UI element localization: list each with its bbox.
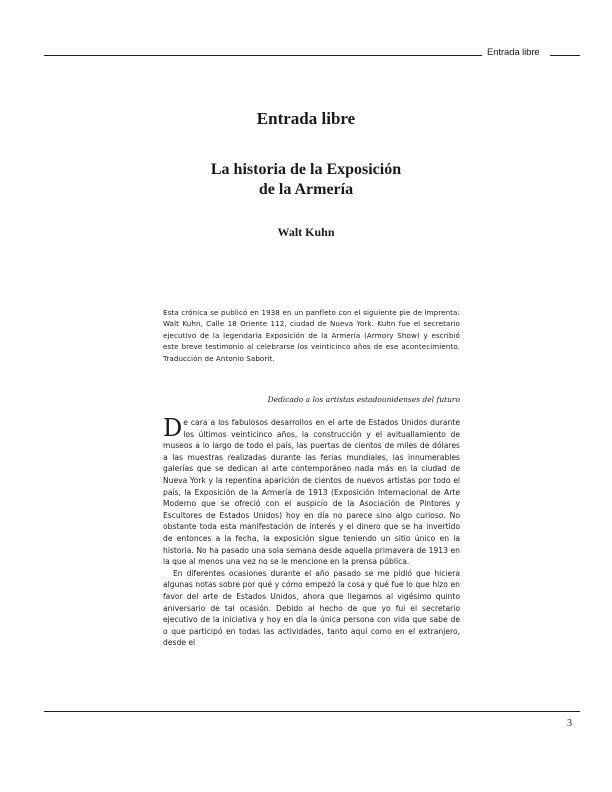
- header-rule-left: [44, 55, 482, 56]
- intro-note: Esta crónica se publicó en 1938 en un panfleto con el siguiente pie de imprenta: Walt Kuhn, Calle 18 Oriente 112, ciudad de Nueva York. Kuhn fue el secretario ejecutivo de la legendaria Exposición de la Armería (Armory Show) y escribió este breve testimonio al celebrarse los veinticinco años de ese acontecimiento. Traducción de Antonio Saborit.: [163, 308, 460, 363]
- running-head-label: Entrada libre: [487, 47, 540, 58]
- body-paragraph-1: [163, 417, 460, 568]
- footer-rule: [44, 711, 580, 712]
- article-title: [0, 160, 612, 200]
- article-title-line2: de la Armería: [258, 181, 354, 198]
- author-name: Walt Kuhn: [277, 225, 335, 239]
- section-title: Entrada libre: [256, 109, 356, 128]
- article-title-line1: La historia de la Exposición: [210, 161, 402, 178]
- drop-cap: D: [163, 417, 183, 442]
- title-block: [0, 108, 612, 240]
- page-number: 3: [567, 718, 572, 729]
- body-paragraph-2: En diferentes ocasiones durante el año pasado se me pidió que hiciera algunas notas sobre por qué y cómo empezó la cosa y qué fue lo que hizo en favor del arte de Estados Unidos, ahora que llegamos al vigésimo quinto aniversario de tal ocasión. Debido al hecho de que yo fui el secretario ejecutivo de la iniciativa y hoy en día la única persona con vida que sabe de o que participó en todas las actividades, tanto aquí como en el extranjero, desde el: [163, 568, 460, 648]
- body-paragraph-1-text: e cara a los fabulosos desarrollos en el arte de Estados Unidos durante los últimos veinticinco años, la construcción y el avituallamiento de museos a lo largo de todo el país, las puertas de cientos de miles de dólares a las muestras realizadas durante las ferias mundiales, las innumerables galerías que se dedican al arte contemporáneo nada más en la ciudad de Nueva York y la repentina aparición de cientos de nuevos artistas por todo el país, la Exposición de la Armería de 1913 (Exposición Internacional de Arte Moderno que se ofreció con el auspicio de la Asociación de Pintores y Escultores de Estados Unidos) hoy en día no parece sino algo curioso. No obstante toda esta manifestación de interés y el dinero que se ha invertido de entonces a la fecha, la exposición sigue teniendo un sitio único en la historia. No ha pasado una sola semana desde aquella primavera de 1913 en la que al menos una vez no se le mencione en la prensa pública.: [163, 418, 460, 567]
- dedication: Dedicado a los artistas estadounidenses del futuro: [267, 395, 460, 404]
- running-head: [44, 46, 580, 62]
- header-rule-right: [550, 55, 580, 56]
- body-text: [163, 417, 460, 671]
